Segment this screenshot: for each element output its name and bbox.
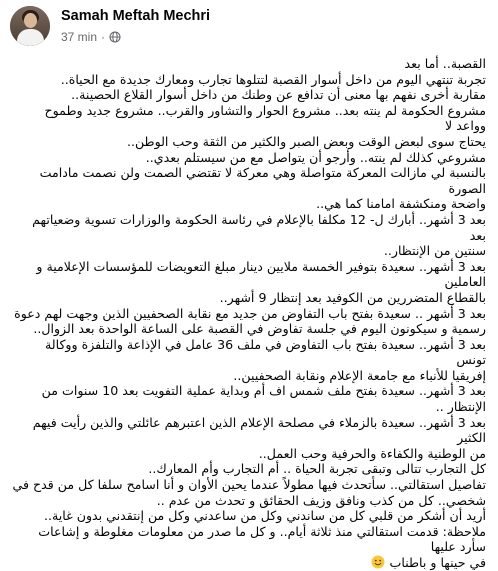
- post-line: بعد 3 أشهر.. سعيدة بتوفير الخمسة ملايين دينار مبلغ التعويضات للمؤسسات الإعلامية و العاملين: [36, 258, 486, 290]
- post-line: بعد 3 أشهر .. سعيدة بفتح باب التفاوض من جديد مع نقابة الصحفيين الذين وجهت لهم دعوة: [14, 305, 486, 321]
- post-line: بعد 3 أشهر.. سعيدة بفتح باب التفاوض في ملف 36 عامل في الإذاعة والتلفزة ووكالة تونس: [45, 336, 486, 368]
- post-line: سنتين من الإنتظار..: [383, 243, 486, 259]
- post-line: بعد 3 أشهر.. أبارك ل- 12 مكلفا بالإعلام في رئاسة الحكومة والوزارات تسوية وضعياتهم بعد: [32, 211, 486, 243]
- post-line: رسمية و سيكونون اليوم في جلسة تفاوض في القصبة على الساعة الواحدة بعد الزوال..: [33, 321, 486, 337]
- post-line: يحتاج سوى لبعض الوقت وبعض الصبر والكثير من الثقة وحب الوطن..: [126, 133, 486, 149]
- post-line: كل التجارب تتالى وتبقى تجربة الحياة .. أم التجارب وأم المعارك..: [148, 461, 486, 477]
- post-line: بعد 3 أشهر.. سعيدة بفتح ملف شمس اف أم وبداية عملية التفويت بعد 10 سنوات من الإنتظار ..: [41, 383, 486, 415]
- smiling-face-emoji-icon: [371, 555, 385, 569]
- post-line: مشروعي كذلك لم ينته.. وأرجو أن يتواصل مع من سيستلم بعدي..: [145, 149, 486, 165]
- post-line: إفريقيا للأنباء مع جامعة الإعلام ونقابة الصحفيين..: [233, 367, 486, 383]
- post-meta: [61, 30, 121, 44]
- post-line: مشروع الحكومة لم ينته بعد.. مشروع الحوار والتشاور والقرب.. مشروع جديد وطموح وواعد لا: [44, 102, 486, 134]
- globe-icon[interactable]: [109, 31, 121, 43]
- post-line: تفاصيل استقالتي.. سأتحدث فيها مطولاً عندما يحين الأوان و أنا اسامح سلفا كل من قدح في: [12, 477, 486, 493]
- post-line: بالنسبة لي مازالت المعركة متواصلة وهي معركة لا تقتضي الصمت ولن نصمت مادامت الصورة: [39, 165, 486, 196]
- post-time[interactable]: 37 min: [61, 30, 98, 44]
- post-line: من الوطنية والكفاءة والحرفية وحب العمل..: [258, 445, 486, 461]
- post-line: أريد أن أشكر من قلبي كل من ساندني وكل من ساعدني وكل من إنتقدني بدون غاية..: [44, 508, 486, 524]
- post-line: تجربة تنتهي اليوم من داخل أسوار القصبة لتتلوها تجارب ومعارك جديدة مع الحياة..: [60, 71, 486, 87]
- post-line: القصبة.. أما بعد: [404, 56, 486, 71]
- post-body: [12, 56, 486, 571]
- post-line: مقاربة أخرى نفهم بها معنى أن تدافع عن وطنك من داخل أسوار القلاع الحصينة..: [71, 87, 486, 103]
- meta-separator: ·: [101, 30, 106, 44]
- post-header: [10, 6, 488, 50]
- author-avatar[interactable]: [10, 6, 50, 46]
- author-name[interactable]: Samah Meftah Mechri: [61, 8, 211, 24]
- post-line: ملاحظة: قدمت استقالتي منذ ثلاثة أيام.. و كل ما صدر من معلومات مغلوطة و إشاعات سأرد عليها: [38, 523, 486, 555]
- post-line: شخصي.. كل من كذب ونافق وزيف الحقائق و تحدث من عدم ..: [156, 492, 486, 508]
- post-line: بعد 3 أشهر.. سعيدة بالزملاء في مصلحة الإعلام الذين اعتبرهم عائلتي والذين رأيت فيهم الكثير: [32, 414, 486, 446]
- post-line: بالقطاع المتضررين من الكوفيد بعد إنتظار 9 أشهر..: [219, 289, 486, 305]
- post-line: واضحة ومنكشفة امامنا كما هي..: [316, 196, 486, 212]
- post-line-last: [12, 555, 486, 571]
- post-line-text: في حينها و باطناب: [389, 555, 486, 570]
